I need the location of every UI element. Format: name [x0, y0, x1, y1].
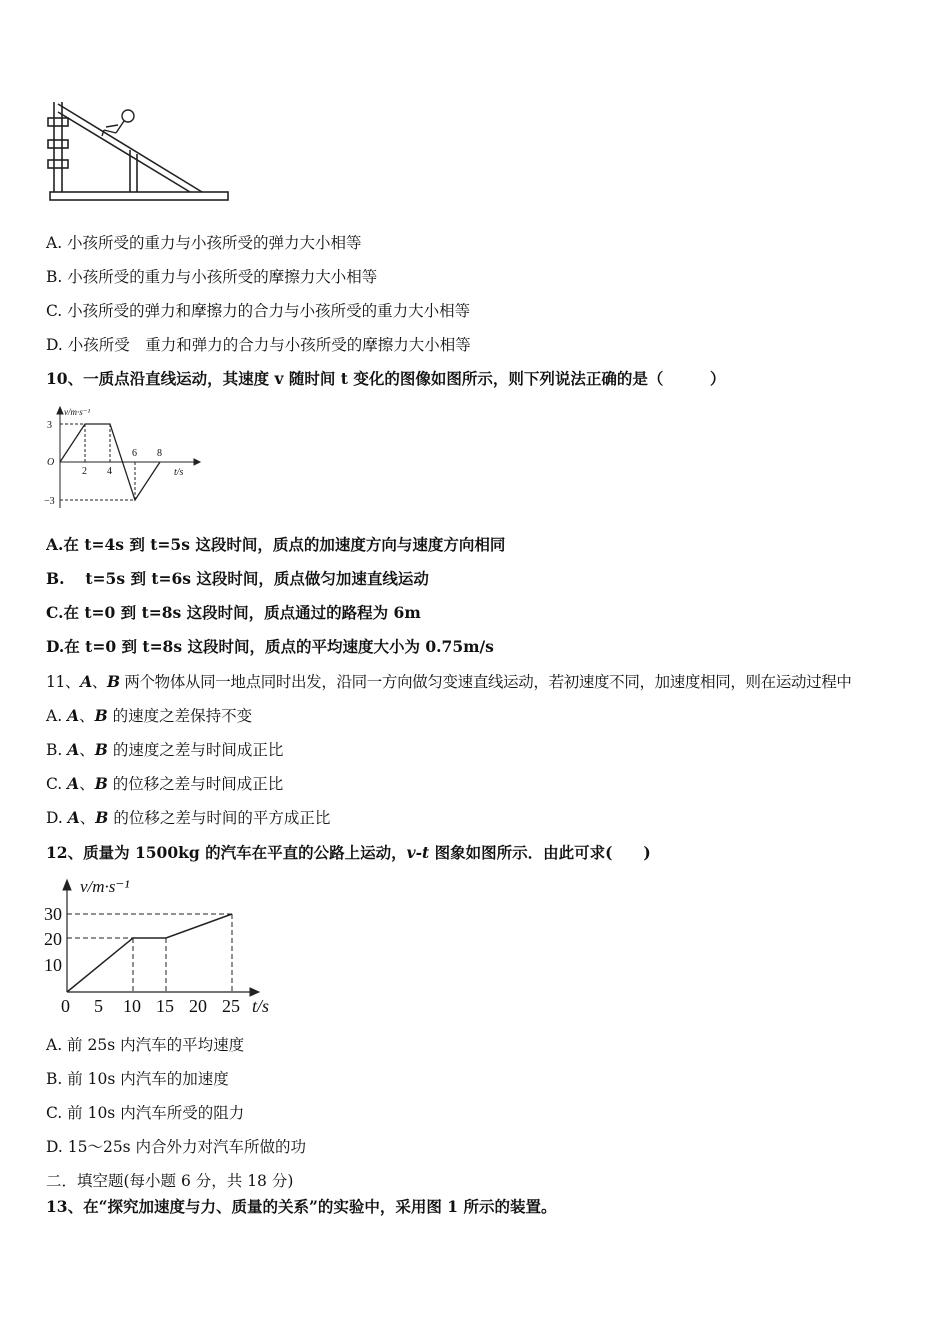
- q11-sep: 、: [79, 775, 95, 793]
- q12-xtick-5: 5: [94, 996, 103, 1016]
- q12-ytick-30: 30: [44, 904, 62, 924]
- q12-stem-pre: 12、质量为 1500kg 的汽车在平直的公路上运动，: [46, 843, 407, 862]
- q10-option-b: B. t=5s 到 t=6s 这段时间，质点做匀加速直线运动: [46, 569, 429, 588]
- q11-stem-rest: 两个物体从同一地点同时出发，沿同一方向做匀变速直线运动，若初速度不同，加速度相同，则在运动过程中: [119, 673, 852, 691]
- q12-ytick-10: 10: [44, 955, 62, 975]
- q10-vt-graph: [44, 404, 204, 512]
- q11-sep: 、: [79, 809, 96, 827]
- q10-option-a: A.在 t=4s 到 t=5s 这段时间，质点的加速度方向与速度方向相同: [46, 535, 506, 554]
- q11-b: B: [95, 808, 109, 827]
- q12-stem: [46, 843, 651, 863]
- q11-option-text: 的位移之差与时间的平方成正比: [108, 809, 331, 827]
- q11-sep: 、: [79, 741, 95, 759]
- q11-sep: 、: [91, 673, 108, 691]
- q10-origin: O: [47, 457, 55, 468]
- q11-option-c: [46, 774, 283, 794]
- q12-xtick-0: 0: [61, 996, 70, 1016]
- q12-xtick-20: 20: [189, 996, 207, 1016]
- q9-option-a: A. 小孩所受的重力与小孩所受的弹力大小相等: [46, 234, 362, 252]
- slide-figure: [44, 98, 234, 206]
- q13-stem: 13、在“探究加速度与力、质量的关系”的实验中，采用图 1 所示的装置。: [46, 1197, 557, 1216]
- q12-stem-post: 图象如图所示．由此可求( ): [429, 843, 651, 862]
- q12-xtick-25: 25: [222, 996, 240, 1016]
- q10-t-label: t/s: [174, 467, 184, 478]
- q10-xtick-6: 6: [132, 448, 137, 459]
- q11-option-text: 的位移之差与时间成正比: [107, 775, 284, 793]
- q11-option-text: 的速度之差保持不变: [107, 707, 253, 725]
- q12-option-a: A. 前 25s 内汽车的平均速度: [46, 1036, 245, 1054]
- q11-a: A: [67, 706, 80, 725]
- q12-option-d: D. 15～25s 内合外力对汽车所做的功: [46, 1138, 307, 1156]
- q10-stem: 10、一质点沿直线运动，其速度 v 随时间 t 变化的图像如图所示，则下列说法正确的是（ ）: [46, 369, 726, 388]
- q11-a: A: [67, 740, 80, 759]
- q12-option-c: C. 前 10s 内汽车所受的阻力: [46, 1104, 245, 1122]
- q10-v-label: v/m·s⁻¹: [64, 407, 91, 417]
- q10-xtick-4: 4: [107, 466, 112, 477]
- q11-b: B: [94, 706, 108, 725]
- q12-ytick-20: 20: [44, 929, 62, 949]
- q11-option-d: [46, 808, 330, 828]
- q10-xtick-2: 2: [82, 466, 87, 477]
- q11-b: B: [107, 672, 120, 691]
- q10-v-arrow: [57, 407, 63, 414]
- q12-xtick-15: 15: [156, 996, 174, 1016]
- q12-v-arrow: [63, 880, 71, 890]
- q10-option-c: C.在 t=0 到 t=8s 这段时间，质点通过的路程为 6m: [46, 603, 421, 622]
- q11-stem: [46, 672, 852, 692]
- q10-xtick-8: 8: [157, 448, 162, 459]
- q11-a: A: [67, 774, 80, 793]
- q12-t-label: t/s: [252, 996, 270, 1016]
- q11-option-prefix: D.: [46, 809, 68, 827]
- q11-option-text: 的速度之差与时间成正比: [107, 741, 284, 759]
- q11-b: B: [94, 740, 108, 759]
- q9-option-b: B. 小孩所受的重力与小孩所受的摩擦力大小相等: [46, 268, 378, 286]
- q10-ytick-3: 3: [47, 420, 52, 431]
- q12-xtick-10: 10: [123, 996, 141, 1016]
- q11-a: A: [67, 808, 80, 827]
- q11-option-prefix: B.: [46, 741, 68, 759]
- q10-ytick-neg3: −3: [44, 496, 55, 507]
- q12-vt-graph: [40, 874, 280, 1020]
- q11-option-prefix: A.: [46, 707, 68, 725]
- q11-option-a: [46, 706, 252, 726]
- section-title: 二．填空题(每小题 6 分，共 18 分): [46, 1172, 294, 1190]
- child-figure: [102, 110, 134, 136]
- q10-option-d: D.在 t=0 到 t=8s 这段时间，质点的平均速度大小为 0.75m/s: [46, 637, 494, 656]
- slide-base: [50, 192, 228, 200]
- q11-sep: 、: [79, 707, 95, 725]
- q11-option-b: [46, 740, 283, 760]
- q12-option-b: B. 前 10s 内汽车的加速度: [46, 1070, 229, 1088]
- q12-v-label: v/m·s⁻¹: [80, 877, 130, 896]
- q9-option-c: C. 小孩所受的弹力和摩擦力的合力与小孩所受的重力大小相等: [46, 302, 471, 320]
- q12-stem-vt: v-t: [406, 843, 430, 862]
- q10-t-arrow: [194, 459, 200, 465]
- q12-t-arrow: [250, 988, 259, 996]
- q11-num: 11、: [46, 673, 81, 691]
- q11-a: A: [80, 672, 92, 691]
- q11-option-prefix: C.: [46, 775, 68, 793]
- q12-velocity-line: [67, 914, 232, 992]
- q11-b: B: [94, 774, 108, 793]
- q9-option-d: D. 小孩所受 重力和弹力的合力与小孩所受的摩擦力大小相等: [46, 336, 471, 354]
